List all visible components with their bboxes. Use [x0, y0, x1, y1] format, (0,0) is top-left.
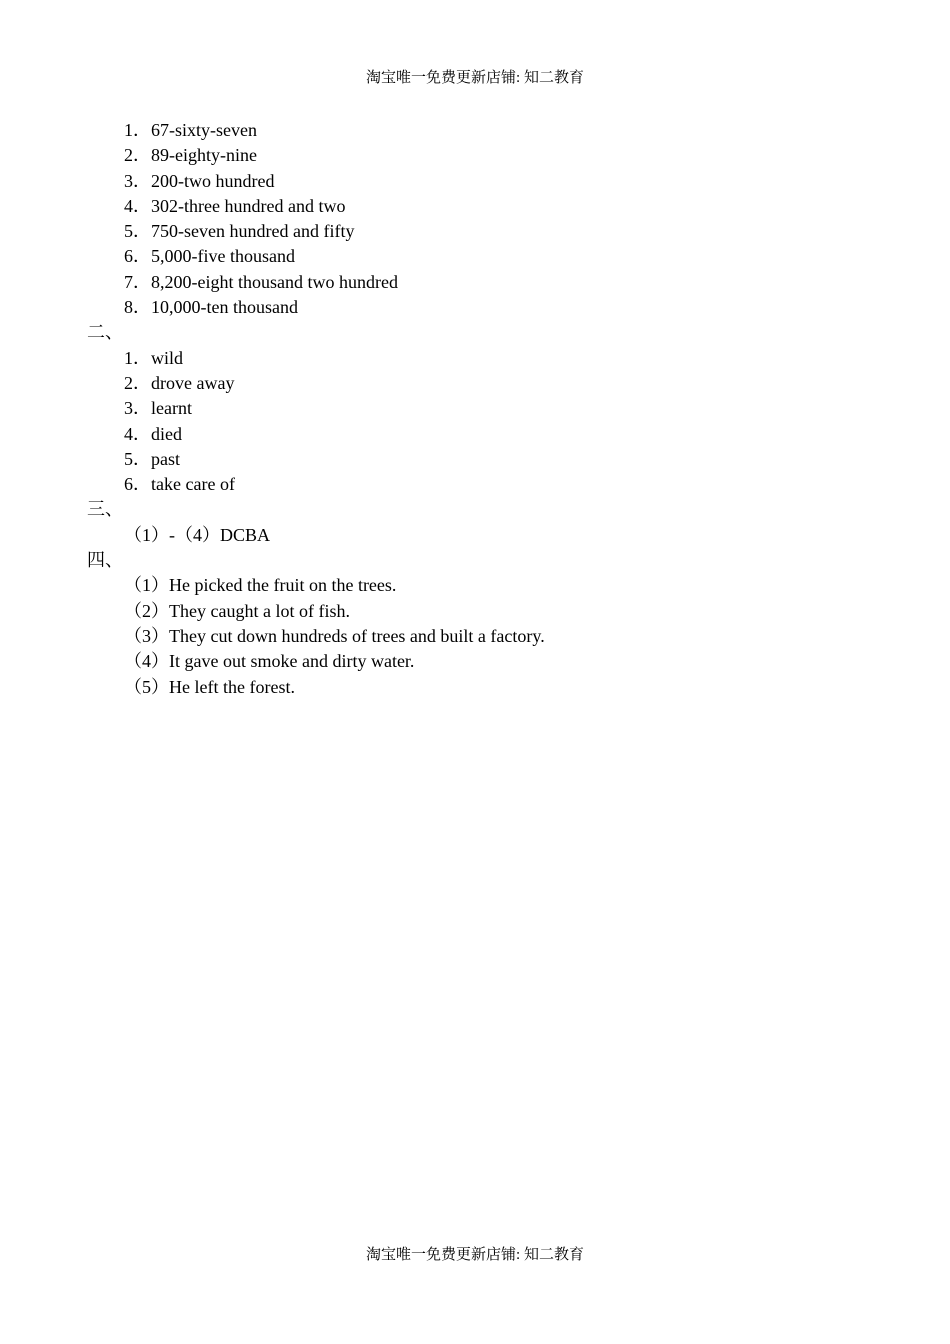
list-item: [87, 422, 887, 447]
item-number: 2．: [124, 372, 151, 393]
section-4: [87, 548, 887, 700]
list-item: [87, 219, 887, 244]
section-heading: 二、: [87, 322, 123, 343]
item-number: （2）: [124, 600, 169, 621]
item-number: （4）: [124, 651, 169, 672]
item-text: died: [151, 423, 182, 444]
item-text: 10,000-ten thousand: [151, 297, 298, 318]
item-number: 6．: [124, 474, 151, 495]
item-number: 1．: [124, 347, 151, 368]
list-item: [87, 675, 887, 700]
item-text: 200-two hundred: [151, 170, 275, 191]
section-2: [87, 320, 887, 497]
list-item: [87, 270, 887, 295]
item-number: 6．: [124, 246, 151, 267]
item-text: They cut down hundreds of trees and built a factory.: [169, 625, 545, 646]
list-item: [87, 447, 887, 472]
item-number: 4．: [124, 423, 151, 444]
item-text: 67-sixty-seven: [151, 120, 257, 140]
item-number: 5．: [124, 448, 151, 469]
page-footer: 淘宝唯一免费更新店铺: 知二教育: [366, 1247, 584, 1263]
section-1: [87, 118, 887, 320]
list-item: [87, 194, 887, 219]
list-item: [87, 624, 887, 649]
item-number: 1．: [124, 120, 151, 140]
list-item: [87, 649, 887, 674]
item-number: 3．: [124, 170, 151, 191]
item-text: wild: [151, 347, 184, 368]
item-number: 8．: [124, 297, 151, 318]
list-item: [87, 118, 887, 143]
list-item: [87, 346, 887, 371]
item-number: 7．: [124, 271, 151, 292]
item-number: 3．: [124, 398, 151, 419]
page-header: 淘宝唯一免费更新店铺: 知二教育: [366, 70, 584, 86]
answer-content: [87, 118, 887, 700]
item-number: （1）: [124, 575, 169, 596]
item-text: They caught a lot of fish.: [169, 600, 350, 621]
item-number: （3）: [124, 625, 169, 646]
list-item: [87, 143, 887, 168]
list-item: [87, 573, 887, 598]
list-item: [87, 244, 887, 269]
item-text: take care of: [151, 474, 235, 495]
list-item: （1）-（4）DCBA: [124, 524, 271, 545]
list-item: [87, 599, 887, 624]
item-text: 89-eighty-nine: [151, 145, 257, 166]
item-number: （5）: [124, 676, 169, 697]
item-number: 2．: [124, 145, 151, 166]
item-text: learnt: [151, 398, 192, 419]
list-item: [87, 169, 887, 194]
item-text: 5,000-five thousand: [151, 246, 295, 267]
item-number: 4．: [124, 195, 151, 216]
section-3: [87, 497, 887, 548]
item-text: past: [151, 448, 180, 469]
item-text: It gave out smoke and dirty water.: [169, 651, 415, 672]
item-text: 302-three hundred and two: [151, 195, 346, 216]
section-heading: 三、: [87, 499, 123, 520]
item-text: He left the forest.: [169, 676, 295, 697]
item-number: 5．: [124, 221, 151, 242]
item-text: He picked the fruit on the trees.: [169, 575, 397, 596]
item-text: drove away: [151, 372, 235, 393]
item-text: 8,200-eight thousand two hundred: [151, 271, 398, 292]
item-text: 750-seven hundred and fifty: [151, 221, 355, 242]
list-item: [87, 472, 887, 497]
section-heading: 四、: [87, 550, 123, 571]
list-item: [87, 371, 887, 396]
list-item: [87, 295, 887, 320]
list-item: [87, 396, 887, 421]
